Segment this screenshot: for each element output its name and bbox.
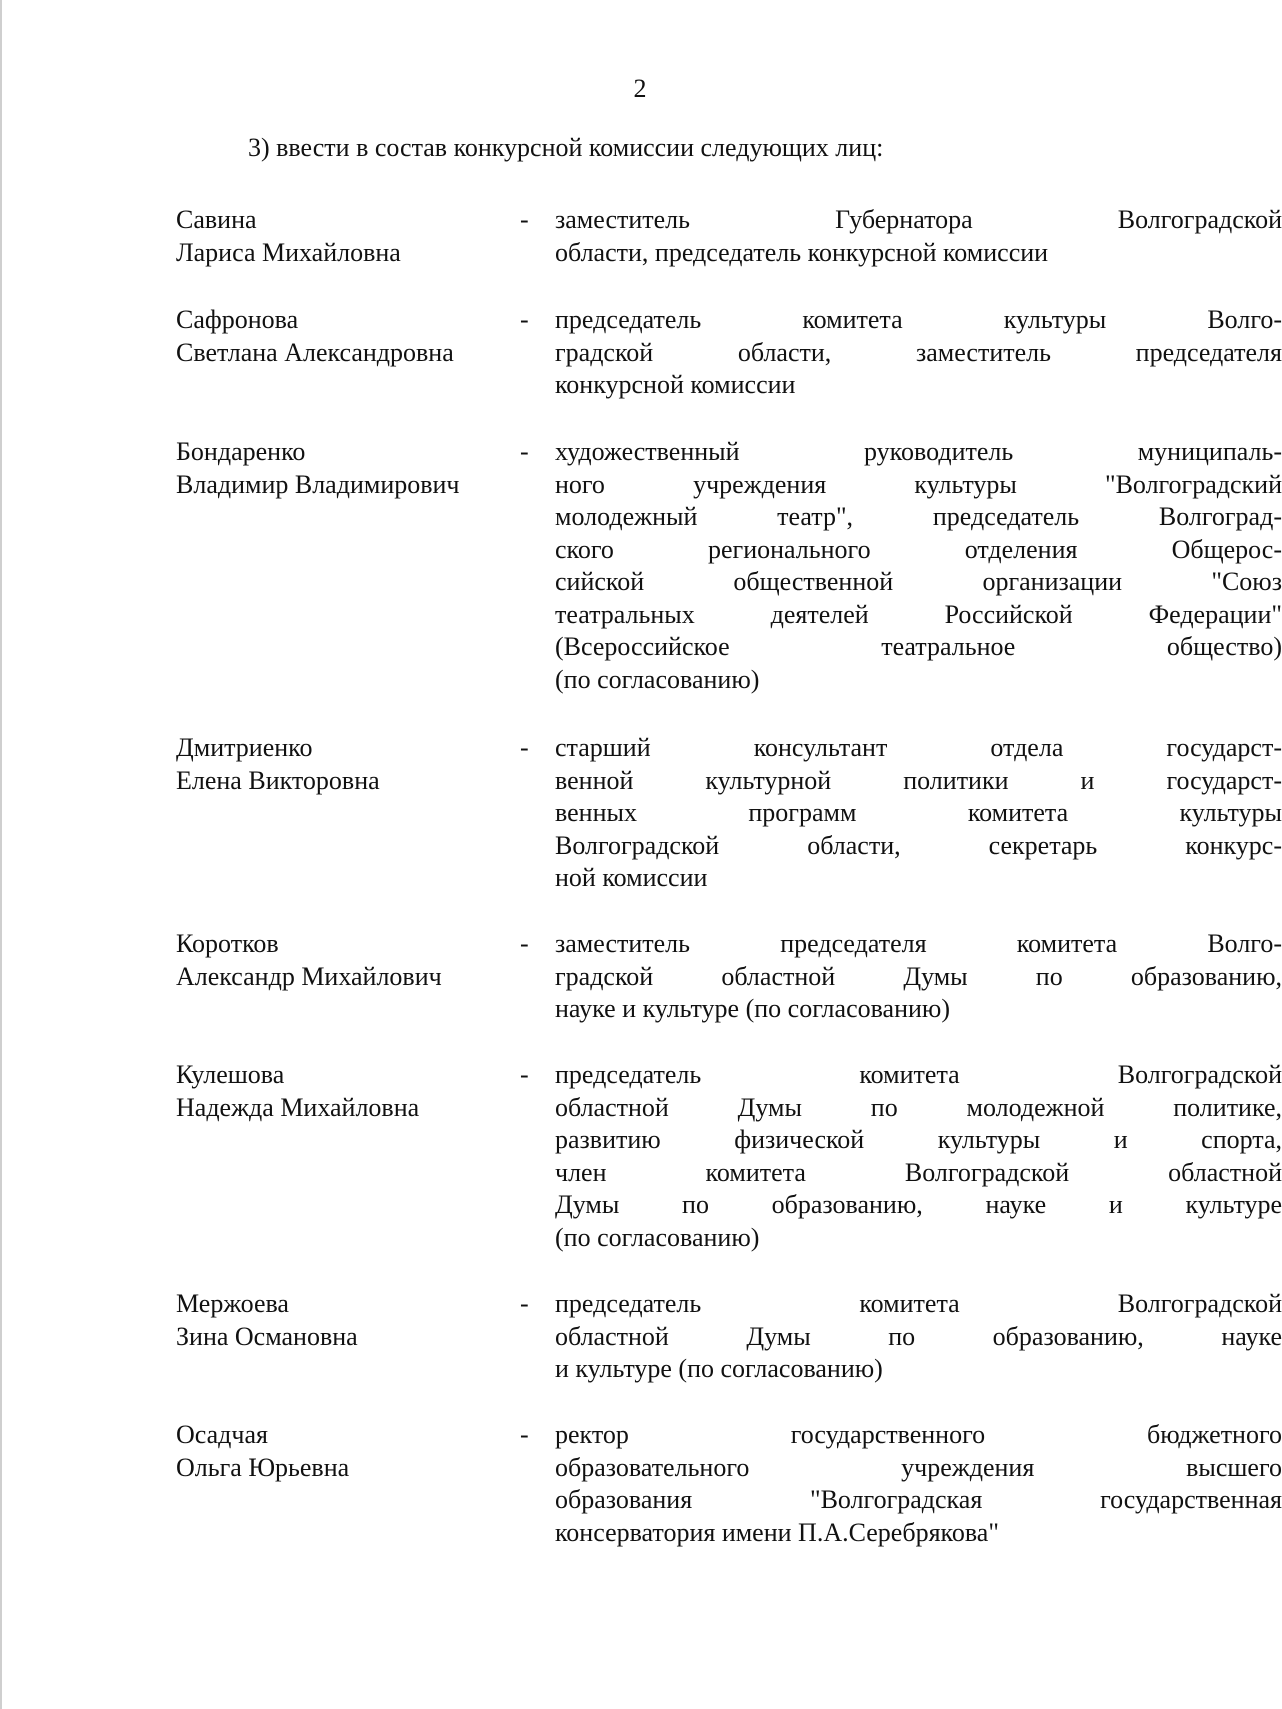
dash-separator: - — [520, 205, 529, 234]
member-position — [555, 1288, 1282, 1386]
member-surname: Савина — [176, 205, 257, 234]
position-line: (по согласованию) — [555, 1222, 760, 1252]
member-surname: Мержоева — [176, 1289, 289, 1318]
member-position — [555, 1059, 1282, 1254]
member-name — [176, 204, 506, 269]
member-given-name: Ольга Юрьевна — [176, 1452, 350, 1482]
member-position — [555, 1419, 1282, 1549]
position-line: образования "Волгоградская государственная — [555, 1485, 1282, 1514]
position-line: венных программ комитета культуры — [555, 798, 1282, 827]
position-line: ского регионального отделения Общерос- — [555, 534, 1282, 564]
dash-separator: - — [520, 1420, 529, 1449]
position-line: области, председатель конкурсной комиссии — [555, 237, 1049, 267]
member-position — [555, 732, 1282, 895]
position-line: театральных деятелей Российской Федерации" — [555, 599, 1282, 629]
member-name — [176, 1419, 506, 1484]
member-name — [176, 436, 506, 501]
page-number: 2 — [633, 74, 647, 103]
member-name — [176, 928, 506, 993]
position-line: градской области, заместитель председателя — [555, 337, 1282, 367]
position-line: председатель комитета Волгоградской — [555, 1289, 1282, 1318]
member-surname: Коротков — [176, 929, 279, 958]
position-line: Думы по образованию, науке и культуре — [555, 1190, 1282, 1219]
position-line: областной Думы по образованию, науке — [555, 1321, 1282, 1351]
dash-separator: - — [520, 929, 529, 958]
position-line: образовательного учреждения высшего — [555, 1452, 1282, 1482]
member-position — [555, 928, 1282, 1026]
member-given-name: Александр Михайлович — [176, 961, 442, 991]
member-given-name: Лариса Михайловна — [176, 237, 401, 267]
position-line: молодежный театр", председатель Волгоград- — [555, 502, 1282, 531]
position-line: и культуре (по согласованию) — [555, 1354, 883, 1383]
position-line: градской областной Думы по образованию, — [555, 961, 1282, 991]
position-line: областной Думы по молодежной политике, — [555, 1092, 1282, 1122]
position-line: председатель комитета Волгоградской — [555, 1060, 1282, 1089]
member-position — [555, 204, 1282, 269]
member-surname: Кулешова — [176, 1060, 285, 1089]
member-name — [176, 1059, 506, 1124]
member-name — [176, 732, 506, 797]
member-given-name: Надежда Михайловна — [176, 1092, 420, 1122]
position-line: конкурсной комиссии — [555, 370, 796, 399]
position-line: сийской общественной организации "Союз — [555, 567, 1282, 596]
dash-separator: - — [520, 305, 529, 334]
member-position — [555, 304, 1282, 402]
member-given-name: Светлана Александровна — [176, 337, 454, 367]
position-line: науке и культуре (по согласованию) — [555, 994, 950, 1023]
member-given-name: Владимир Владимирович — [176, 469, 460, 499]
member-given-name: Зина Османовна — [176, 1321, 358, 1351]
dash-separator: - — [520, 437, 529, 466]
intro-paragraph: 3) ввести в состав конкурсной комиссии следующих лиц: — [248, 133, 884, 162]
position-line: консерватория имени П.А.Серебрякова" — [555, 1517, 999, 1547]
position-line: (Всероссийское театральное общество) — [555, 632, 1282, 661]
position-line: заместитель Губернатора Волгоградской — [555, 205, 1282, 234]
position-line: Волгоградской области, секретарь конкурс- — [555, 830, 1282, 860]
position-line: заместитель председателя комитета Волго- — [555, 929, 1282, 958]
position-line: ной комиссии — [555, 863, 708, 892]
member-surname: Осадчая — [176, 1420, 268, 1449]
scan-edge — [0, 0, 2, 1709]
position-line: венной культурной политики и государст- — [555, 765, 1282, 795]
position-line: художественный руководитель муниципаль- — [555, 437, 1282, 466]
member-given-name: Елена Викторовна — [176, 765, 380, 795]
dash-separator: - — [520, 1289, 529, 1318]
position-line: развитию физической культуры и спорта, — [555, 1125, 1282, 1154]
position-line: ного учреждения культуры "Волгоградский — [555, 469, 1282, 499]
position-line: (по согласованию) — [555, 664, 760, 694]
member-name — [176, 304, 506, 369]
dash-separator: - — [520, 1060, 529, 1089]
member-surname: Бондаренко — [176, 437, 306, 466]
position-line: старший консультант отдела государст- — [555, 733, 1282, 762]
member-surname: Дмитриенко — [176, 733, 313, 762]
position-line: ректор государственного бюджетного — [555, 1420, 1282, 1449]
position-line: член комитета Волгоградской областной — [555, 1157, 1282, 1187]
member-position — [555, 436, 1282, 696]
member-surname: Сафронова — [176, 305, 299, 334]
member-name — [176, 1288, 506, 1353]
position-line: председатель комитета культуры Волго- — [555, 305, 1282, 334]
dash-separator: - — [520, 733, 529, 762]
